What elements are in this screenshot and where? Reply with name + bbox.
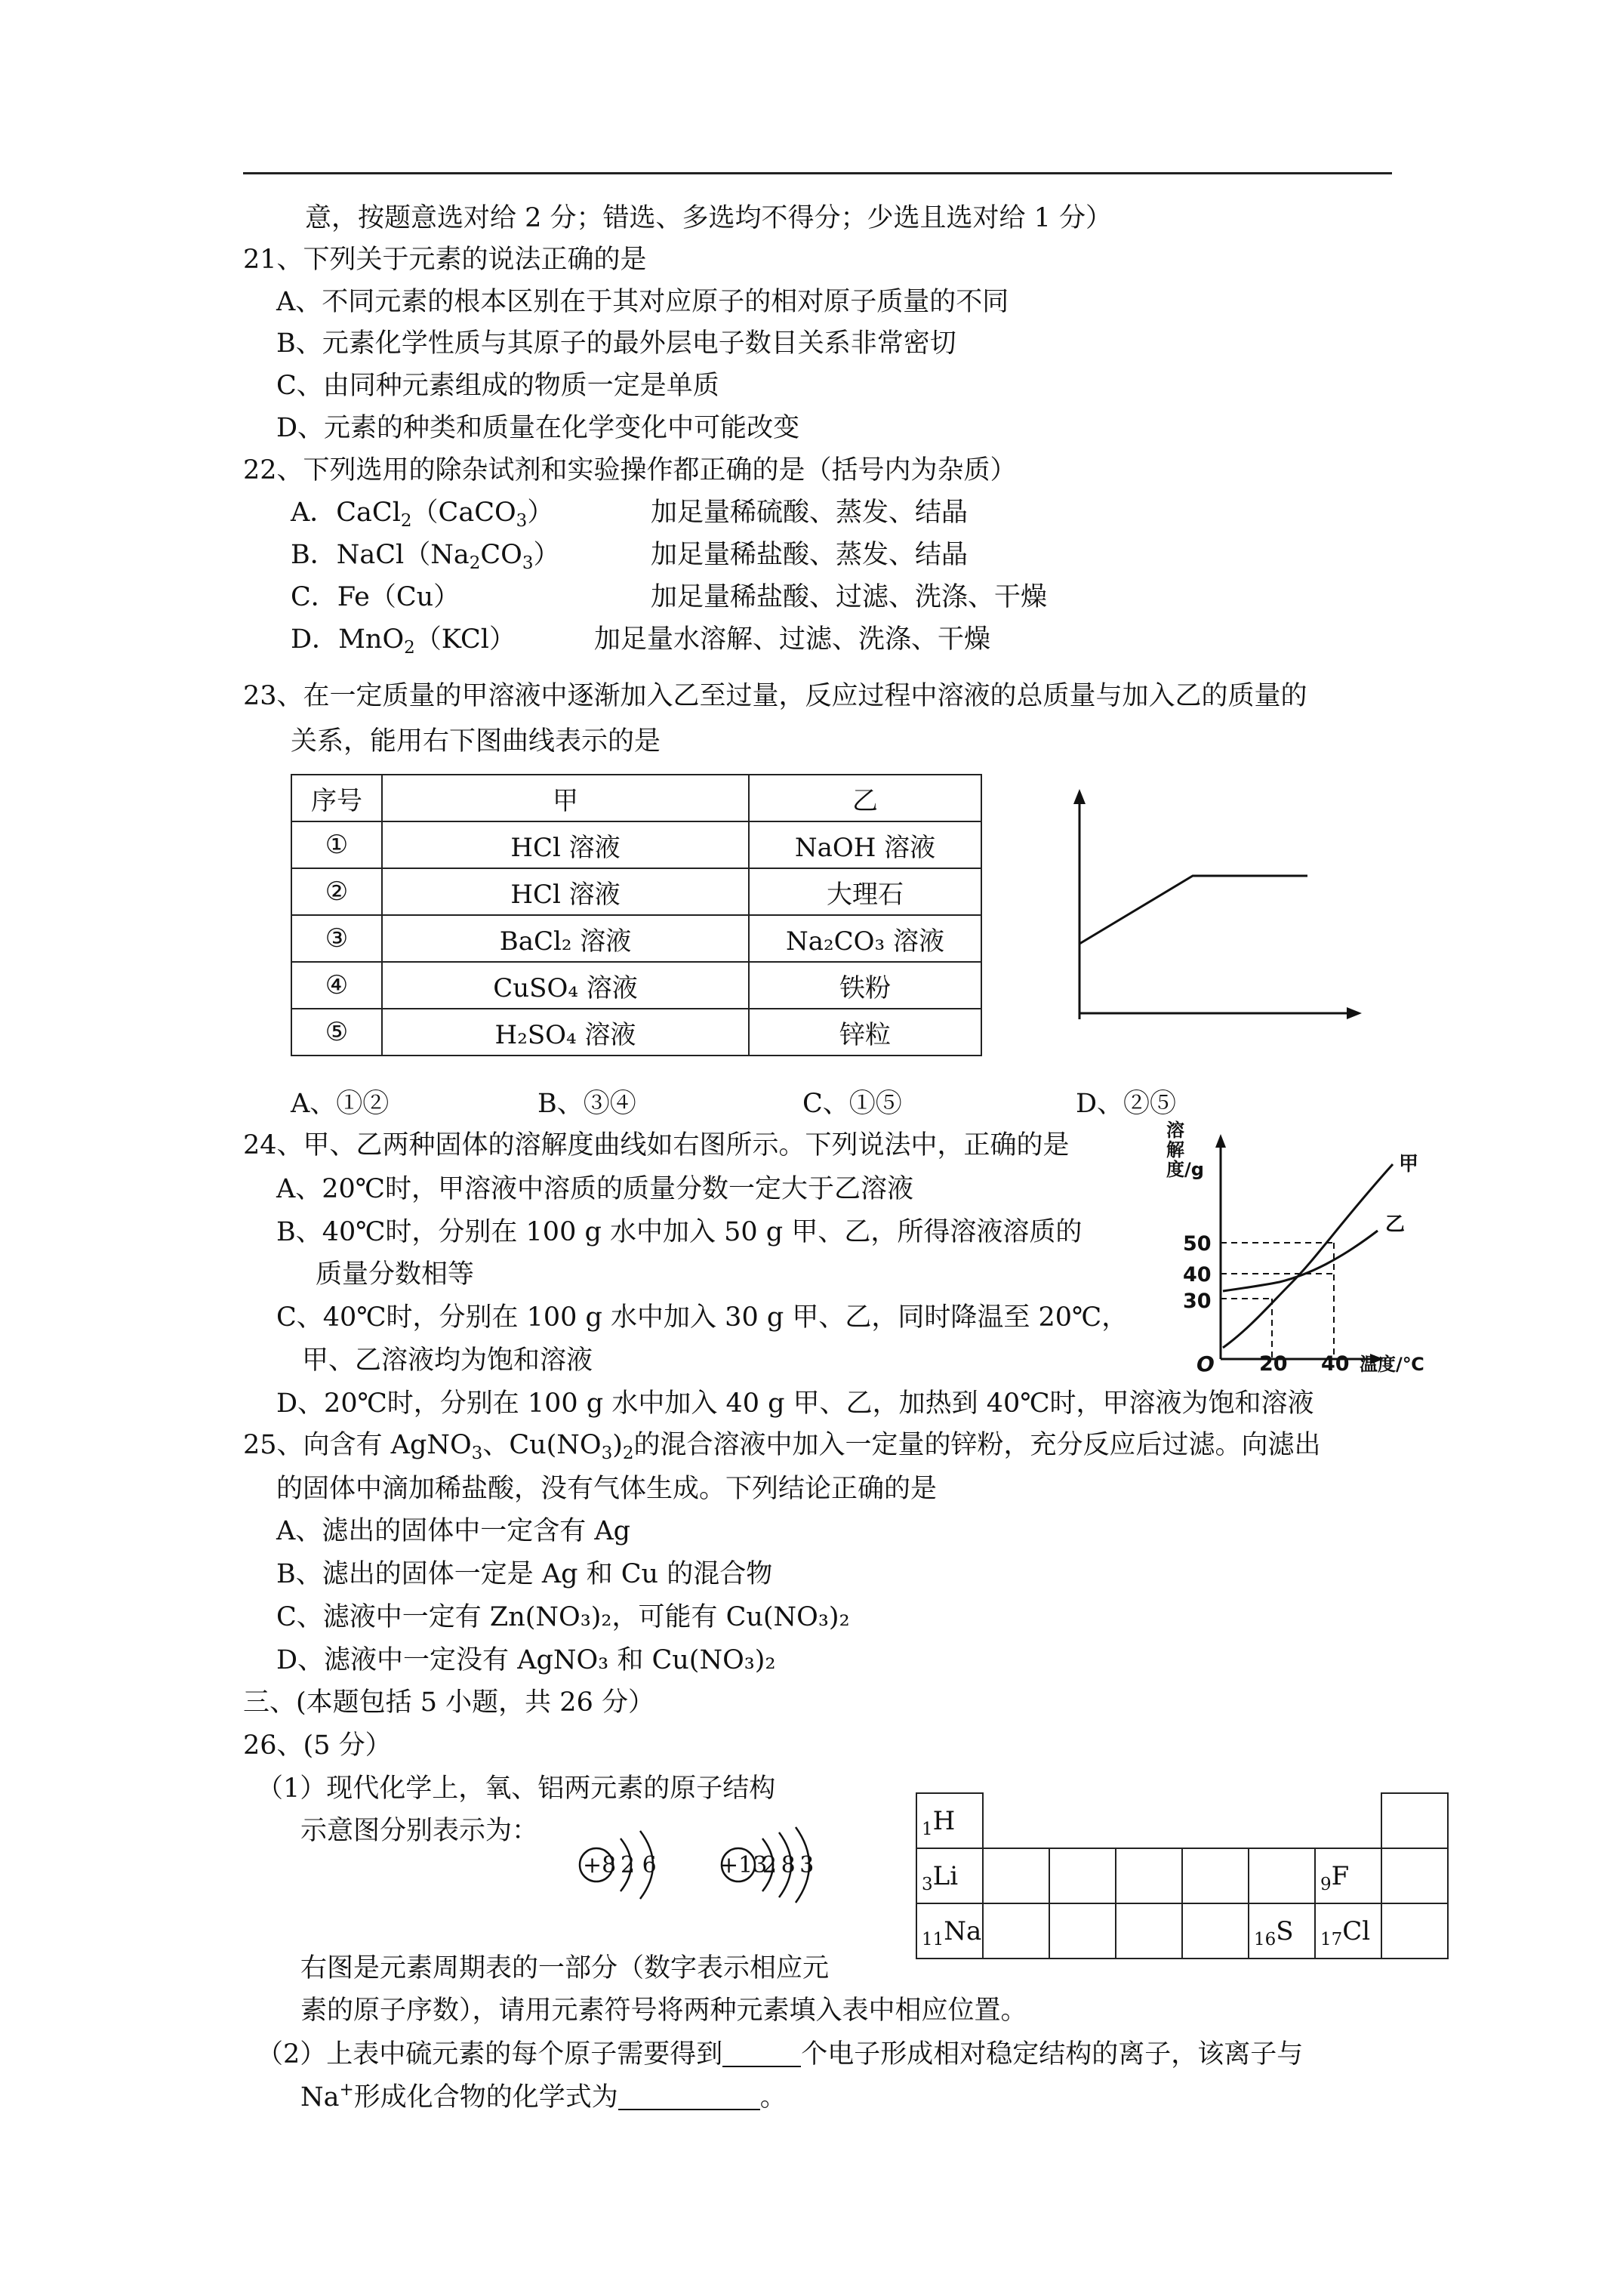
element-cell-mg: [983, 1903, 1049, 1959]
table-cell: ④: [291, 962, 382, 1009]
q21-stem: 21、下列关于元素的说法正确的是: [243, 245, 647, 275]
table-row: [916, 1848, 1448, 1903]
q26-part1-line1: （1）现代化学上，氧、铝两元素的原子结构: [257, 1774, 776, 1804]
table-row: [291, 821, 981, 868]
table-header-row: [291, 775, 981, 821]
periodic-table-fragment: [916, 1792, 1449, 1959]
q22-option-d: D．MnO$_2$（KCl）: [291, 624, 516, 658]
q23-stem-line2: 关系，能用右下图曲线表示的是: [291, 726, 661, 757]
aluminum-nucleus: +13: [719, 1852, 768, 1878]
element-cell-ne: [1381, 1848, 1448, 1903]
q24-label-jia: 甲: [1399, 1153, 1419, 1176]
q24-ytick: 50: [1183, 1232, 1212, 1256]
table-cell: CuSO₄ 溶液: [382, 962, 749, 1009]
atom-structure-diagrams: [574, 1820, 823, 1910]
q24-xtick: 20: [1259, 1352, 1288, 1376]
table-header-cell: 甲: [382, 775, 749, 821]
table-cell: ③: [291, 915, 382, 962]
q22-option-a-operation: 加足量稀硫酸、蒸发、结晶: [651, 498, 969, 528]
q22-option-c-operation: 加足量稀盐酸、过滤、洗涤、干燥: [651, 582, 1048, 612]
q26-heading: 26、(5 分）: [243, 1730, 392, 1761]
table-cell: [1049, 1793, 1116, 1848]
table-row: [916, 1903, 1448, 1959]
table-row: [291, 915, 981, 962]
answer-blank-formula[interactable]: [618, 2083, 760, 2110]
element-cell-be: [983, 1848, 1049, 1903]
element-cell-cl: $_{17}$Cl: [1315, 1903, 1381, 1959]
header-instruction: 意，按题意选对给 2 分；错选、多选均不得分；少选且选对给 1 分）: [305, 203, 1113, 233]
q26-part1-line3: 右图是元素周期表的一部分（数字表示相应元: [300, 1953, 830, 1983]
q22-option-a: A．CaCl$_2$（CaCO$_3$）: [291, 498, 554, 531]
q24-label-yi: 乙: [1385, 1213, 1406, 1236]
table-header-cell: 序号: [291, 775, 382, 821]
q26-part2-line2: Na+形成化合物的化学式为 。: [300, 2080, 787, 2113]
table-cell: [1315, 1793, 1381, 1848]
answer-blank-electrons[interactable]: [722, 2040, 801, 2067]
table-cell: [1249, 1793, 1315, 1848]
q21-option-b: B、元素化学性质与其原子的最外层电子数目关系非常密切: [276, 328, 956, 359]
q21-option-a: A、不同元素的根本区别在于其对应原子的相对原子质量的不同: [276, 287, 1009, 317]
q25-option-d: D、滤液中一定没有 AgNO₃ 和 Cu(NO₃)₂: [276, 1645, 776, 1675]
q22-option-b: B．$NaCl(Na_2CO_3)$: [291, 540, 560, 573]
q24-curve-jia: [1223, 1164, 1393, 1348]
table-cell: NaOH 溶液: [749, 821, 981, 868]
q24-ytick: 30: [1183, 1290, 1212, 1313]
q24-option-b-line2: 质量分数相等: [316, 1259, 475, 1290]
table-cell: 铁粉: [749, 962, 981, 1009]
q21-option-c: C、由同种元素组成的物质一定是单质: [276, 371, 719, 401]
q23-choice-d: D、②⑤: [1076, 1089, 1177, 1119]
element-cell-ar: [1381, 1903, 1448, 1959]
element-cell-o: [1249, 1848, 1315, 1903]
q24-option-b-line1: B、40℃时，分别在 100 g 水中加入 50 g 甲、乙，所得溶液溶质的: [276, 1217, 1083, 1247]
q24-option-c-line2: 甲、乙溶液均为饱和溶液: [302, 1345, 593, 1376]
element-cell-he: [1381, 1793, 1448, 1848]
table-cell: ⑤: [291, 1009, 382, 1056]
table-cell: 锌粒: [749, 1009, 981, 1056]
q24-option-a: A、20℃时，甲溶液中溶质的质量分数一定大于乙溶液: [276, 1174, 913, 1204]
table-row: [916, 1793, 1448, 1848]
element-cell-n: [1182, 1848, 1249, 1903]
table-cell: ①: [291, 821, 382, 868]
oxygen-nucleus: +8: [583, 1852, 617, 1878]
element-cell-al: [1049, 1903, 1116, 1959]
table-cell: [983, 1793, 1049, 1848]
element-cell-li: $_3$Li: [916, 1848, 983, 1903]
q25-stem-line1: 25、向含有 AgNO$_3$、$Cu(NO_3)_2$的混合溶液中加入一定量的锌粉，充分反应后过滤。向滤出: [243, 1430, 1321, 1463]
q23-stem-line1: 23、在一定质量的甲溶液中逐渐加入乙至过量，反应过程中溶液的总质量与加入乙的质量的: [243, 681, 1307, 711]
q22-option-c: C．Fe（Cu）: [291, 582, 460, 612]
q24-xtick: 40: [1321, 1352, 1350, 1376]
table-cell: [1182, 1793, 1249, 1848]
q24-option-d: D、20℃时，分别在 100 g 水中加入 40 g 甲、乙，加热到 40℃时，甲溶液为饱和溶液: [276, 1388, 1314, 1419]
q24-xlabel: 温度/℃: [1360, 1354, 1424, 1375]
q23-mass-graph: [1064, 785, 1366, 1027]
table-cell: HCl 溶液: [382, 868, 749, 915]
q24-ytick: 40: [1183, 1263, 1212, 1287]
q23-choice-b: B、③④: [537, 1089, 636, 1119]
q25-option-a: A、滤出的固体中一定含有 Ag: [276, 1516, 631, 1546]
q24-stem: 24、甲、乙两种固体的溶解度曲线如右图所示。下列说法中，正确的是: [243, 1130, 1070, 1160]
q26-part1-line4: 素的原子序数），请用元素符号将两种元素填入表中相应位置。: [300, 1996, 1027, 2026]
element-cell-c: [1116, 1848, 1182, 1903]
element-cell-f: $_9$F: [1315, 1848, 1381, 1903]
table-row: [291, 1009, 981, 1056]
element-cell-si: [1116, 1903, 1182, 1959]
q22-option-b-operation: 加足量稀盐酸、蒸发、结晶: [651, 540, 969, 570]
element-cell-b: [1049, 1848, 1116, 1903]
table-cell: [1116, 1793, 1182, 1848]
q23-choice-a: A、①②: [291, 1089, 390, 1119]
table-header-cell: 乙: [749, 775, 981, 821]
element-cell-p: [1182, 1903, 1249, 1959]
q24-curve-yi: [1223, 1231, 1378, 1291]
q25-option-b: B、滤出的固体一定是 Ag 和 Cu 的混合物: [276, 1559, 773, 1589]
q23-curve: [1079, 876, 1307, 944]
q22-option-d-operation: 加足量水溶解、过滤、洗涤、干燥: [594, 624, 991, 655]
element-cell-h: $_1$H: [916, 1793, 983, 1848]
table-cell: HCl 溶液: [382, 821, 749, 868]
q26-part2-line1: （2）上表中硫元素的每个原子需要得到 个电子形成相对稳定结构的离子，该离子与: [257, 2039, 1304, 2069]
element-cell-s: $_{16}$S: [1249, 1903, 1315, 1959]
q21-option-d: D、元素的种类和质量在化学变化中可能改变: [276, 413, 800, 443]
q24-ylabel: 溶解度/g: [1166, 1120, 1204, 1180]
q25-stem-line2: 的固体中滴加稀盐酸，没有气体生成。下列结论正确的是: [276, 1474, 938, 1504]
table-cell: H₂SO₄ 溶液: [382, 1009, 749, 1056]
q23-choice-c: C、①⑤: [802, 1089, 902, 1119]
q24-origin: O: [1196, 1351, 1215, 1376]
q26-part1-line2: 示意图分别表示为：: [300, 1816, 539, 1846]
oxygen-shells: 2 6: [621, 1852, 657, 1878]
q23-reagent-table: [291, 774, 982, 1056]
table-cell: Na₂CO₃ 溶液: [749, 915, 981, 962]
element-cell-na: $_{11}$Na: [916, 1903, 983, 1959]
table-cell: 大理石: [749, 868, 981, 915]
table-row: [291, 868, 981, 915]
q24-option-c-line1: C、40℃时，分别在 100 g 水中加入 30 g 甲、乙，同时降温至 20℃，: [276, 1302, 1129, 1333]
q25-option-c: C、滤液中一定有 Zn(NO₃)₂，可能有 Cu(NO₃)₂: [276, 1602, 850, 1632]
table-row: [291, 962, 981, 1009]
q24-solubility-graph: [1166, 1117, 1468, 1374]
aluminum-shells: 2 8 3: [762, 1852, 813, 1878]
header-rule: [243, 172, 1392, 174]
table-cell: ②: [291, 868, 382, 915]
table-cell: BaCl₂ 溶液: [382, 915, 749, 962]
q22-stem: 22、下列选用的除杂试剂和实验操作都正确的是（括号内为杂质）: [243, 455, 1017, 485]
section-3-heading: 三、(本题包括 5 小题，共 26 分）: [243, 1687, 654, 1718]
